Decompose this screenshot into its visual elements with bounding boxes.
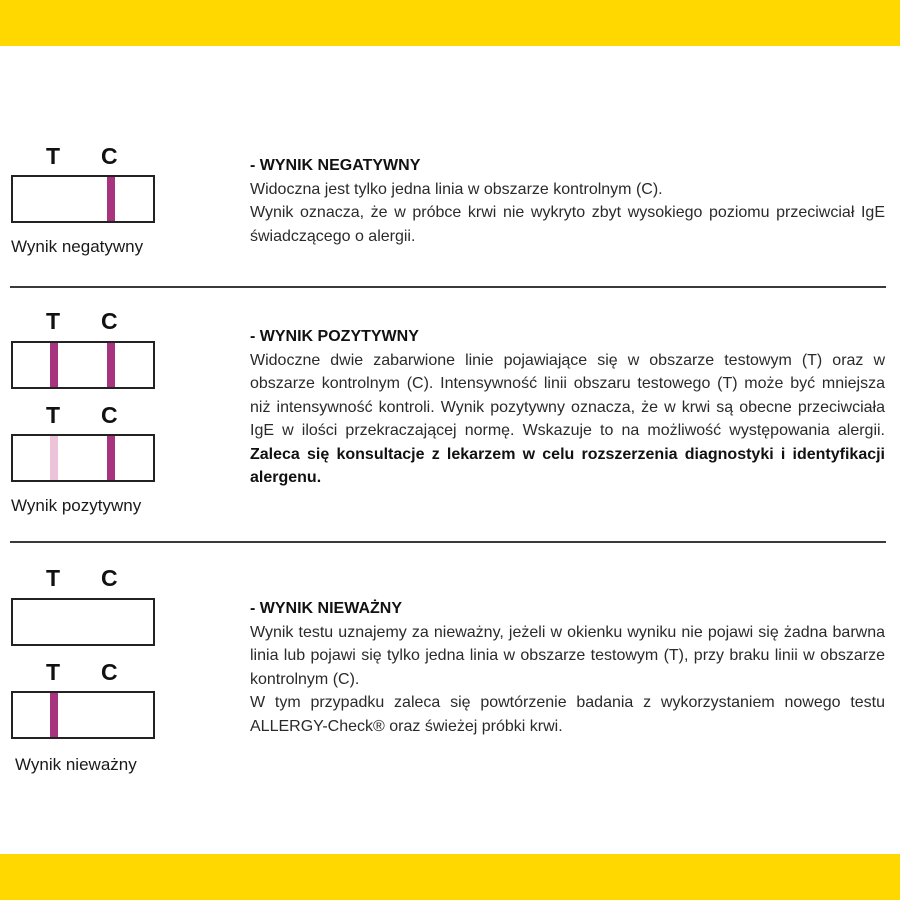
c-label: C (101, 659, 118, 685)
test-strip-positive-strong (11, 341, 155, 389)
recommendation-text: Zaleca się konsultacje z lekarzem w celu rozszerzenia diagnostyki i identyfikacji alergenu. (250, 445, 885, 486)
c-label: C (101, 565, 118, 591)
invalid-paragraph-2: W tym przypadku zaleca się powtórzenie badania z wykorzystaniem nowego testu ALLERGY-Check® oraz świeżej próbki krwi. (250, 694, 885, 735)
positive-paragraph (250, 349, 885, 490)
test-line (50, 343, 58, 387)
positive-text: Widoczne dwie zabarwione linie pojawiające się w obszarze testowym (T) oraz w obszarze kontrolnym (C). Intensywność linii obszaru testowego (T) może być mniejsza niż intensywność kontroli. Wynik pozytywny oznacza, że w krwi są obecne przeciwciała IgE w ilości przekraczającej normę. Wskazuje to na możliwość występowania alergii. (250, 351, 885, 439)
c-label: C (101, 402, 118, 428)
caption-positive: Wynik pozytywny (11, 496, 142, 515)
invalid-description (250, 597, 885, 738)
heading-negative: - WYNIK NEGATYWNY (250, 157, 421, 174)
invalid-paragraph-1: Wynik testu uznajemy za nieważny, jeżeli w okienku wyniku nie pojawi się żadna barwna linia lub pojawi się tylko jedna linia w obszarze testowym (T), przy braku linii w obszarze kontrolnym (C). (250, 623, 885, 688)
control-line (107, 343, 115, 387)
section-divider (10, 286, 886, 288)
test-strip-negative (11, 175, 155, 223)
section-divider (10, 541, 886, 543)
caption-invalid: Wynik nieważny (15, 755, 137, 774)
test-line-faint (50, 436, 58, 480)
control-line (107, 436, 115, 480)
test-strip-invalid-empty (11, 598, 155, 646)
caption-negative: Wynik negatywny (11, 237, 144, 256)
test-strip-positive-faint (11, 434, 155, 482)
test-line (50, 693, 58, 737)
c-label: C (101, 143, 118, 169)
test-strip-invalid-test-only (11, 691, 155, 739)
top-yellow-band (0, 0, 900, 46)
t-label: T (46, 565, 61, 591)
bottom-yellow-band (0, 854, 900, 900)
positive-description (250, 325, 885, 490)
negative-paragraph-1: Widoczna jest tylko jedna linia w obszarze kontrolnym (C). (250, 180, 663, 198)
heading-positive: - WYNIK POZYTYWNY (250, 328, 419, 345)
control-line (107, 177, 115, 221)
negative-description (250, 154, 885, 248)
t-label: T (46, 659, 61, 685)
heading-invalid: - WYNIK NIEWAŻNY (250, 600, 402, 617)
c-label: C (101, 308, 118, 334)
t-label: T (46, 402, 61, 428)
t-label: T (46, 308, 61, 334)
t-label: T (46, 143, 61, 169)
negative-paragraph-2: Wynik oznacza, że w próbce krwi nie wykryto zbyt wysokiego poziomu przeciwciał IgE świadczącego o alergii. (250, 204, 885, 245)
